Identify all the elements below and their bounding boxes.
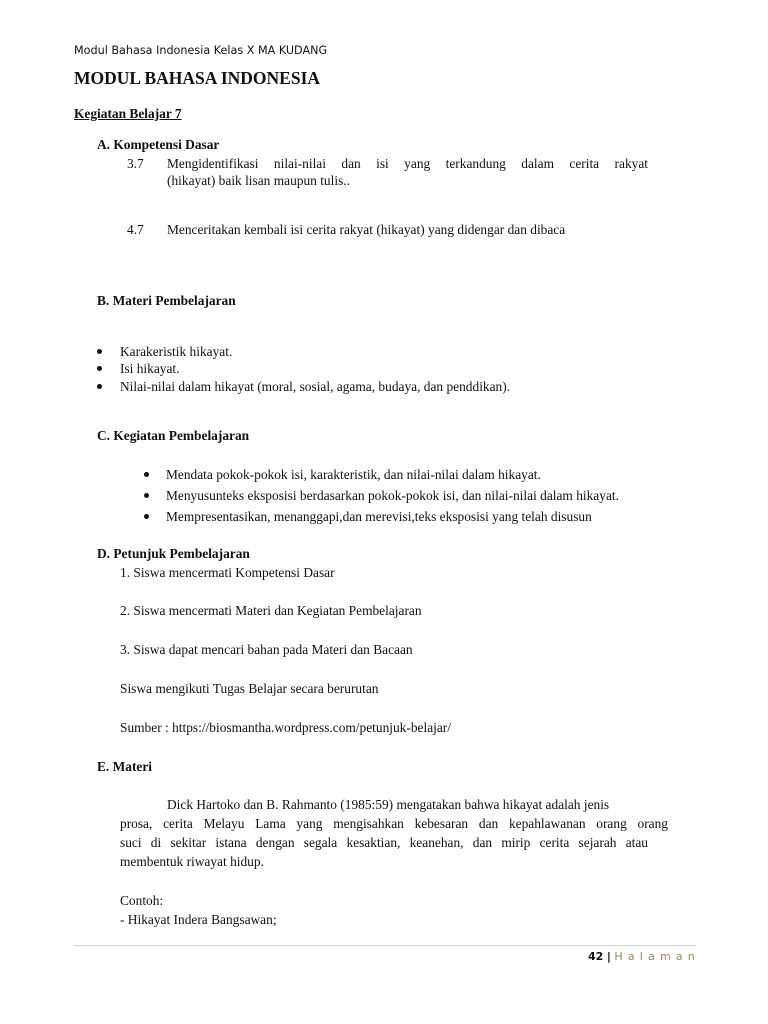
page-number: 42	[588, 950, 604, 963]
instruction-line: Siswa mengikuti Tugas Belajar secara berurutan	[120, 681, 379, 696]
bullet-icon	[97, 384, 102, 389]
section-c-heading: C. Kegiatan Pembelajaran	[97, 428, 250, 443]
activity-title: Kegiatan Belajar 7	[74, 106, 182, 121]
bullet-icon	[97, 366, 102, 371]
example-item: - Hikayat Indera Bangsawan;	[120, 912, 277, 927]
footer-separator: |	[606, 950, 611, 963]
footer-divider	[74, 945, 696, 946]
bullet-icon	[97, 349, 102, 354]
kd-number: 3.7	[127, 156, 144, 171]
section-b-heading: B. Materi Pembelajaran	[97, 293, 236, 308]
kd-text: Mengidentifikasi nilai-nilai dan isi yang terkandung dalam cerita rakyat	[167, 156, 648, 171]
list-item: Mendata pokok-pokok isi, karakteristik, dan nilai-nilai dalam hikayat.	[166, 467, 541, 482]
page-title: MODUL BAHASA INDONESIA	[74, 68, 321, 88]
page-label: Halaman	[614, 950, 700, 963]
kd-text: Menceritakan kembali isi cerita rakyat (hikayat) yang didengar dan dibaca	[167, 222, 566, 237]
instruction-line: 3. Siswa dapat mencari bahan pada Materi dan Bacaan	[120, 642, 413, 657]
paragraph-line: membentuk riwayat hidup.	[120, 854, 264, 869]
instruction-line: 1. Siswa mencermati Kompetensi Dasar	[120, 565, 335, 580]
section-e-heading: E. Materi	[97, 759, 153, 774]
list-item: Karakeristik hikayat.	[120, 344, 233, 359]
section-a-heading: A. Kompetensi Dasar	[97, 137, 220, 152]
bullet-icon	[144, 472, 149, 477]
example-label: Contoh:	[120, 893, 164, 908]
kd-text-continued: (hikayat) baik lisan maupun tulis..	[167, 173, 350, 188]
list-item: Isi hikayat.	[120, 361, 180, 376]
section-d-heading: D. Petunjuk Pembelajaran	[97, 546, 250, 561]
kd-number: 4.7	[127, 222, 144, 237]
instruction-line: 2. Siswa mencermati Materi dan Kegiatan Pembelajaran	[120, 603, 422, 618]
page-footer	[588, 948, 700, 965]
list-item: Menyusunteks eksposisi berdasarkan pokok-pokok isi, dan nilai-nilai dalam hikayat.	[166, 488, 619, 503]
bullet-icon	[144, 493, 149, 498]
list-item: Mempresentasikan, menanggapi,dan merevisi,teks eksposisi yang telah disusun	[166, 509, 592, 524]
paragraph-line: Dick Hartoko dan B. Rahmanto (1985:59) mengatakan bahwa hikayat adalah jenis	[167, 797, 610, 812]
running-header: Modul Bahasa Indonesia Kelas X MA KUDANG	[74, 44, 328, 57]
list-item: Nilai-nilai dalam hikayat (moral, sosial, agama, budaya, dan penddikan).	[120, 379, 511, 394]
source-line: Sumber : https://biosmantha.wordpress.com/petunjuk-belajar/	[120, 720, 451, 735]
paragraph-line: suci di sekitar istana dengan segala kesaktian, keanehan, dan mirip cerita sejarah atau	[120, 835, 648, 850]
bullet-icon	[144, 514, 149, 519]
paragraph-line: prosa, cerita Melayu Lama yang mengisahkan kebesaran dan kepahlawanan orang orang	[120, 816, 668, 831]
